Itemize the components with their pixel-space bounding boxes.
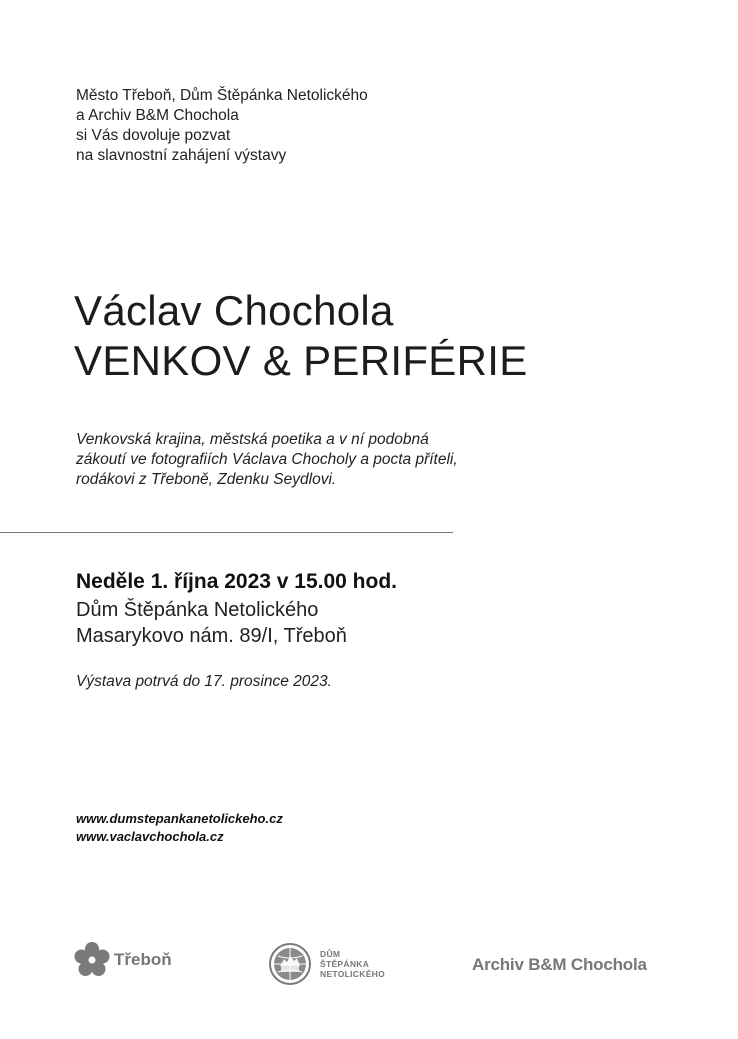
dum-logo-text xyxy=(320,949,385,979)
invitation-line: a Archiv B&M Chochola xyxy=(76,107,239,124)
invitation-text xyxy=(76,86,368,166)
invitation-line: na slavnostní zahájení výstavy xyxy=(76,147,287,164)
logo-archiv-chochola: Archiv B&M Chochola xyxy=(472,955,647,974)
logo-trebon xyxy=(74,942,172,978)
exhibition-description xyxy=(76,430,458,490)
dum-logo-line: DŮM xyxy=(320,949,341,959)
venue-address: Masarykovo nám. 89/I, Třeboň xyxy=(76,625,347,647)
globe-emblem-icon xyxy=(268,942,312,986)
logo-dum-stepanka xyxy=(268,942,385,986)
dum-logo-line: NETOLICKÉHO xyxy=(320,969,386,979)
artist-name: Václav Chochola xyxy=(74,287,394,334)
link-dum-website[interactable]: www.dumstepankanetolickeho.cz xyxy=(76,811,283,826)
exhibition-name: VENKOV & PERIFÉRIE xyxy=(74,337,528,384)
description-line: zákoutí ve fotografiích Václava Chocholy a pocta příteli, xyxy=(76,451,458,468)
flower-icon xyxy=(74,942,110,978)
invitation-line: si Vás dovoluje pozvat xyxy=(76,127,231,144)
venue-name: Dům Štěpánka Netolického xyxy=(76,599,319,621)
event-location xyxy=(76,597,347,649)
link-chochola-website[interactable]: www.vaclavchochola.cz xyxy=(76,829,224,844)
website-links xyxy=(76,810,283,846)
event-date-time: Neděle 1. října 2023 v 15.00 hod. xyxy=(76,570,397,593)
trebon-logo-text: Třeboň xyxy=(114,950,172,969)
exhibition-duration: Výstava potrvá do 17. prosince 2023. xyxy=(76,673,332,690)
description-line: rodákovi z Třeboně, Zdenku Seydlovi. xyxy=(76,471,337,488)
exhibition-title xyxy=(74,286,528,386)
dum-logo-line: ŠTĚPÁNKA xyxy=(320,959,370,969)
divider xyxy=(0,532,453,533)
description-line: Venkovská krajina, městská poetika a v ní podobná xyxy=(76,431,429,448)
invitation-line: Město Třeboň, Dům Štěpánka Netolického xyxy=(76,87,368,104)
